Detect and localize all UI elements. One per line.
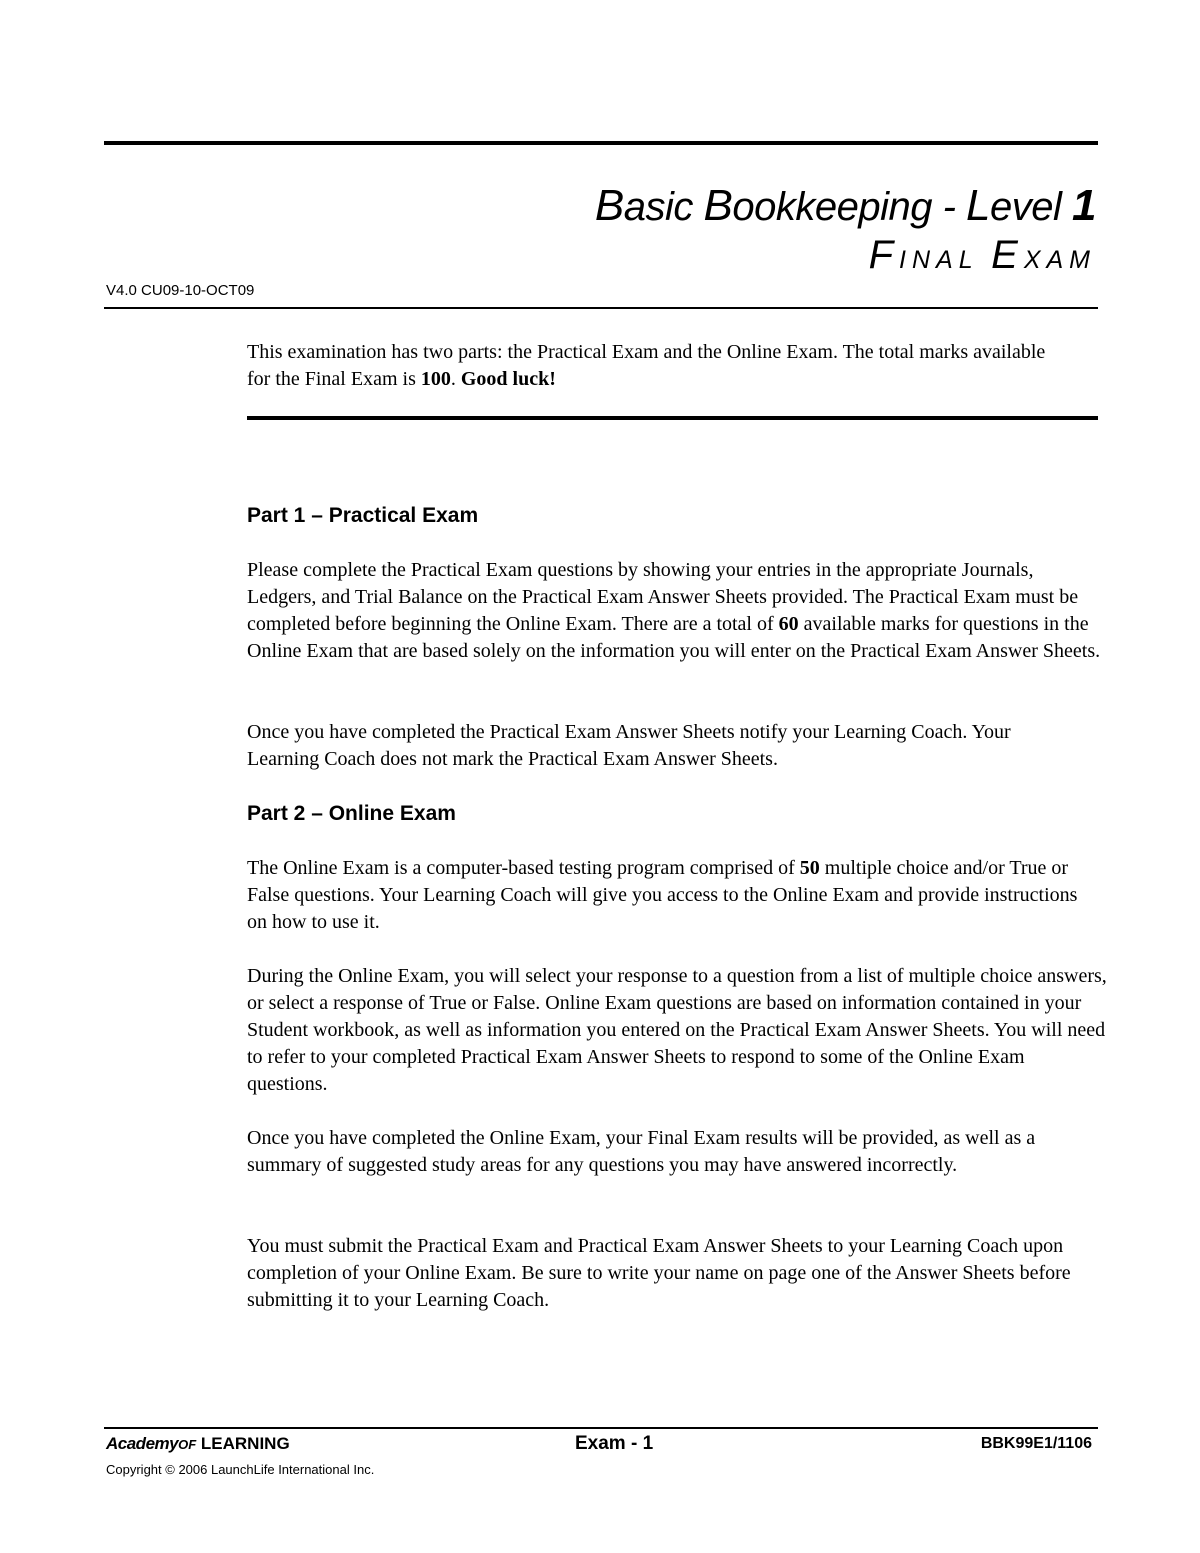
part1-paragraph-2: Once you have completed the Practical Exam Answer Sheets notify your Learning Coach. Your Learning Coach does not mark the Practical Exam Answer Sheets.: [247, 721, 1011, 770]
document-code: BBK99E1/1106: [980, 1435, 1092, 1452]
part1-paragraph-1: Please complete the Practical Exam questions by showing your entries in the appropriate Journals, Ledgers, and Trial Balance on the Practical Exam Answer Sheets provided. The Practical Exam must be completed before beginning the Online Exam. There are a total of 60 available marks for questions in the Online Exam that are based solely on the information you will enter on the Practical Exam Answer Sheets.: [247, 559, 1101, 662]
copyright-notice: Copyright © 2006 LaunchLife International Inc.: [106, 1462, 375, 1477]
part2-paragraph-1: The Online Exam is a computer-based testing program comprised of 50 multiple choice and/or True or False questions. Your Learning Coach will give you access to the Online Exam and provide instructions on how to use it.: [247, 857, 1078, 933]
top-rule: [104, 141, 1098, 145]
document-subtitle: FINAL EXAM: [868, 233, 1096, 277]
part2-paragraph-4: You must submit the Practical Exam and Practical Exam Answer Sheets to your Learning Coach upon completion of your Online Exam. Be sure to write your name on page one of the Answer Sheets before submitting it to your Learning Coach.: [247, 1235, 1071, 1311]
part2-paragraph-2: During the Online Exam, you will select your response to a question from a list of multiple choice answers, or select a response of True or False. Online Exam questions are based on information contained in your Student workbook, as well as information you entered on the Practical Exam Answer Sheets. You will need to refer to your completed Practical Exam Answer Sheets to respond to some of the Online Exam questions.: [247, 965, 1107, 1095]
document-title: Basic Bookkeeping - Level 1: [594, 181, 1096, 230]
part2-heading: Part 2 – Online Exam: [247, 802, 456, 825]
title-block: [595, 180, 1096, 282]
footer-rule: [104, 1427, 1098, 1429]
brand-logo: AcademyOF LEARNING: [106, 1434, 290, 1453]
page-label: Exam - 1: [575, 1433, 654, 1454]
part2-paragraph-3: Once you have completed the Online Exam, your Final Exam results will be provided, as well as a summary of suggested study areas for any questions you may have answered incorrectly.: [247, 1127, 1036, 1176]
version-label: V4.0 CU09-10-OCT09: [106, 282, 255, 299]
intro-paragraph: This examination has two parts: the Practical Exam and the Online Exam. The total marks available for the Final Exam is 100. Good luck!: [247, 341, 1046, 390]
intro-rule: [247, 416, 1098, 420]
header-rule: [104, 307, 1098, 309]
part1-heading: Part 1 – Practical Exam: [247, 504, 479, 527]
